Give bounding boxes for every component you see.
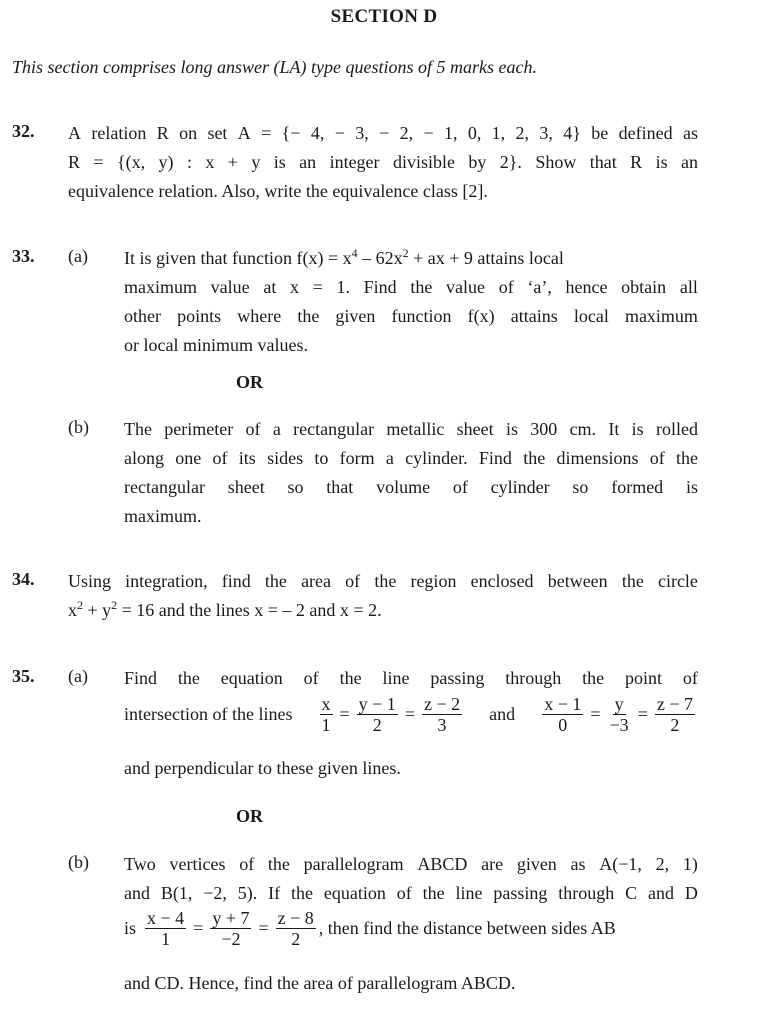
q33a-line-4: or local minimum values. <box>124 335 308 355</box>
q35b-line-3: is $\frac{x - 4}{1}$ = $\frac{y + 7}{-2}$ = $\frac{z - 8}{2}$ , then find the distance between sides AB <box>124 908 616 949</box>
q33a-line-3: other points where the given function f(x) attains local maximum <box>124 306 698 326</box>
q33b-line-2: along one of its sides to form a cylinder. Find the dimensions of the <box>124 448 698 468</box>
q32-line-3: equivalence relation. Also, write the equivalence class [2]. <box>68 181 488 201</box>
q35a-line-2: intersection of the lines $\frac{x}{1}$ = $\frac{y - 1}{2}$ = $\frac{z - 2}{3}$ and $\frac{x - 1}{0}$ = $\frac{y}{-3}$ = $\frac{z - 7}{2}$ <box>124 694 693 735</box>
fraction: $\frac{z - 8}{2}$ <box>277 908 314 949</box>
section-title: SECTION D <box>330 6 438 27</box>
fraction: $\frac{y - 1}{2}$ <box>358 694 396 735</box>
q34-line-2: $x^2 + y^2 = 16$ and the lines x = – 2 and x = 2. <box>68 598 382 620</box>
question-33a-text <box>124 244 698 360</box>
q33b-line-1: The perimeter of a rectangular metallic sheet is 300 cm. It is rolled <box>124 419 698 439</box>
q33b-line-3: rectangular sheet so that volume of cylinder so formed is <box>124 477 698 497</box>
question-number-32: 32. <box>12 121 35 141</box>
q33-part-b-label: (b) <box>68 417 89 437</box>
section-intro: This section comprises long answer (LA) type questions of 5 marks each. <box>12 57 537 77</box>
question-35b-text <box>124 850 698 908</box>
q33-part-a-label: (a) <box>68 246 88 266</box>
or-separator-35: OR <box>236 806 263 826</box>
question-33b-text <box>124 415 698 531</box>
q35-part-a-label: (a) <box>68 666 88 686</box>
fraction: $\frac{z - 2}{3}$ <box>423 694 461 735</box>
q33b-line-4: maximum. <box>124 506 202 526</box>
fraction: $\frac{x - 1}{0}$ <box>544 694 582 735</box>
question-32-text <box>68 119 698 206</box>
q32-line-1: A relation R on set A = {− 4, − 3, − 2, − 1, 0, 1, 2, 3, 4} be defined as <box>68 123 698 143</box>
or-separator-33: OR <box>236 372 263 392</box>
q35b-line-4: and CD. Hence, find the area of parallelogram ABCD. <box>124 973 516 993</box>
q35b-line-1: Two vertices of the parallelogram ABCD are given as A(−1, 2, 1) <box>124 854 698 874</box>
q35-part-b-label: (b) <box>68 852 89 872</box>
q35b-line-2: and B(1, −2, 5). If the equation of the line passing through C and D <box>124 883 698 903</box>
fraction: $\frac{x}{1}$ <box>321 694 331 735</box>
fraction: $\frac{y + 7}{-2}$ <box>212 908 250 949</box>
q33a-line-2: maximum value at x = 1. Find the value of ‘a’, hence obtain all <box>124 277 698 297</box>
question-34-text <box>68 567 698 625</box>
fraction: $\frac{y}{-3}$ <box>609 694 629 735</box>
question-number-34: 34. <box>12 569 35 589</box>
question-number-35: 35. <box>12 666 35 686</box>
q35a-line-1: Find the equation of the line passing through the point of <box>124 668 698 688</box>
question-35b-text-end <box>124 969 698 998</box>
question-35a-text <box>124 664 698 693</box>
fraction: $\frac{x - 4}{1}$ <box>147 908 185 949</box>
q33a-line-1: It is given that function $f(x) = x^4 - 62x^2$ + ax + 9 attains local <box>124 246 564 268</box>
q32-line-2: R = {(x, y) : x + y is an integer divisible by 2}. Show that R is an <box>68 152 698 172</box>
question-35a-text-end <box>124 754 698 783</box>
q35a-line-3: and perpendicular to these given lines. <box>124 758 401 778</box>
q34-line-1: Using integration, find the area of the region enclosed between the circle <box>68 571 698 591</box>
fraction: $\frac{z - 7}{2}$ <box>656 694 693 735</box>
question-number-33: 33. <box>12 246 35 266</box>
